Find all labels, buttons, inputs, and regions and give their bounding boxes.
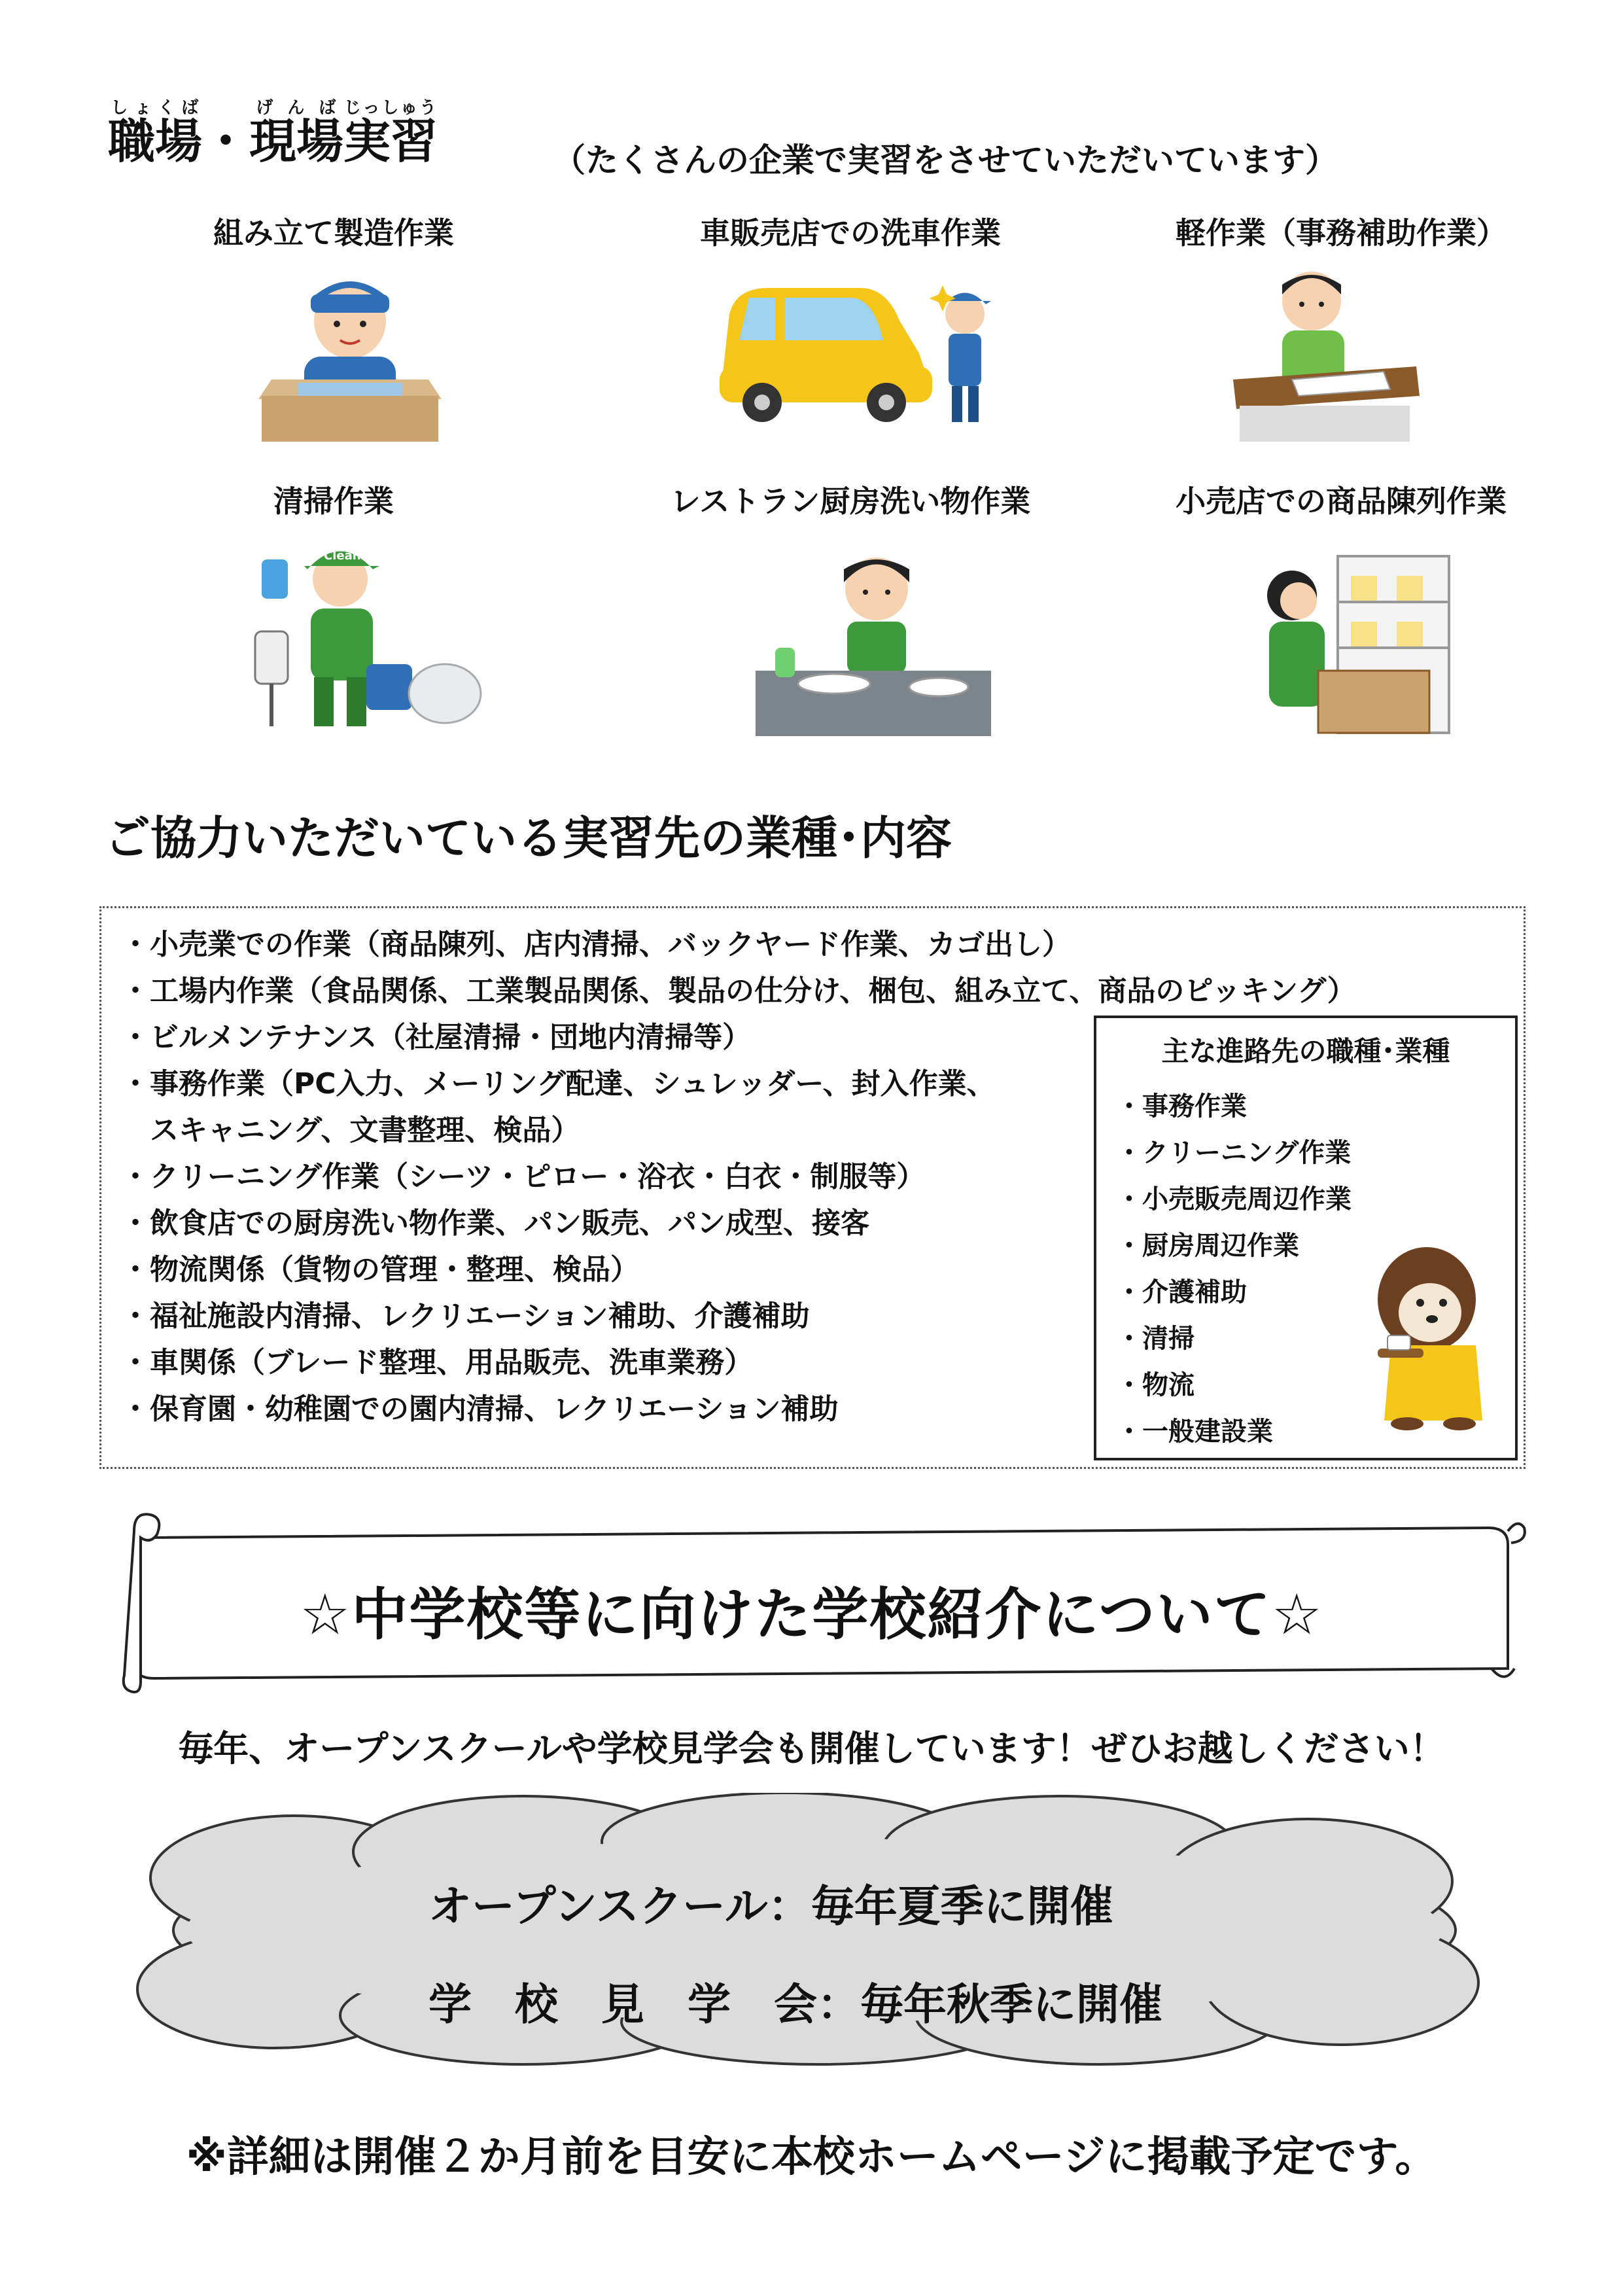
job-label-stocking: 小売店での商品陳列作業 xyxy=(1176,484,1507,519)
job-label-office: 軽作業（事務補助作業） xyxy=(1176,215,1507,251)
list-item: ・物流関係（貨物の管理・整理、検品） xyxy=(121,1253,639,1286)
assembly-worker-icon xyxy=(258,268,442,445)
page-title: 職場しょくば・現場げんば実習じっしゅう xyxy=(108,98,438,169)
school-visit-info: 学 校 見 学 会：毎年秋季に開催 xyxy=(428,1979,1162,2030)
open-school-info: オープンスクール：毎年夏季に開催 xyxy=(428,1881,1113,1932)
career-box xyxy=(1094,1016,1518,1460)
annual-message: 毎年、オープンスクールや学校見学会も開催しています！ぜひお越しください！ xyxy=(178,1728,1445,1769)
svg-text:Clean: Clean xyxy=(324,549,361,563)
list-item: ・車関係（ブレード整理、用品販売、洗車業務） xyxy=(121,1346,754,1379)
career-item: ・介護補助 xyxy=(1116,1277,1247,1307)
list-item: ・飲食店での厨房洗い物作業、パン販売、パン成型、接客 xyxy=(121,1207,869,1240)
career-item: ・物流 xyxy=(1116,1370,1195,1400)
list-item: ・福祉施設内清掃、レクリエーション補助、介護補助 xyxy=(121,1299,810,1333)
job-label-cleaning: 清掃作業 xyxy=(273,484,394,519)
career-title: 主な進路先の職種･業種 xyxy=(1161,1035,1450,1067)
career-item: ・小売販売周辺作業 xyxy=(1116,1184,1352,1214)
title-note: （たくさんの企業で実習をさせていただいています） xyxy=(553,141,1338,179)
list-item: スキャニング、文書整理、検品） xyxy=(121,1114,580,1147)
job-label-carwash: 車販売店での洗車作業 xyxy=(700,215,1001,251)
list-item: ・ビルメンテナンス（社屋清掃・団地内清掃等） xyxy=(121,1021,752,1054)
cleaning-worker-icon xyxy=(242,533,484,736)
dishwashing-icon xyxy=(756,543,991,739)
dog-mascot-icon xyxy=(1365,1237,1502,1434)
career-item: ・事務作業 xyxy=(1116,1091,1247,1122)
career-list xyxy=(1116,1084,1352,1455)
career-item: ・一般建設業 xyxy=(1116,1417,1273,1447)
car-wash-icon xyxy=(710,268,1004,425)
details-note: ※詳細は開催２か月前を目安に本校ホームページに掲載予定です。 xyxy=(186,2133,1437,2181)
office-work-icon xyxy=(1233,255,1423,445)
list-item: ・クリーニング作業（シーツ・ピロー・浴衣・白衣・制服等） xyxy=(121,1160,926,1193)
job-label-assembly: 組み立て製造作業 xyxy=(213,215,454,251)
list-item: ・保育園・幼稚園での園内清掃、レクリエーション補助 xyxy=(121,1392,839,1426)
list-item: ・事務作業（PC入力、メーリング配達、シュレッダー、封入作業、 xyxy=(121,1067,996,1101)
shelf-stocking-icon xyxy=(1246,550,1456,746)
career-item: ・クリーニング作業 xyxy=(1116,1138,1352,1168)
cooperation-heading: ご協力いただいている実習先の業種･内容 xyxy=(105,811,952,865)
list-item: ・小売業での作業（商品陳列、店内清掃、バックヤード作業、カゴ出し） xyxy=(121,928,1071,961)
career-item: ・清掃 xyxy=(1116,1324,1195,1354)
list-item: ・工場内作業（食品関係、工業製品関係、製品の仕分け、梱包、組み立て、商品のピッキング） xyxy=(121,974,1356,1008)
career-item: ・厨房周辺作業 xyxy=(1116,1231,1299,1261)
banner-title: ☆中学校等に向けた学校紹介について☆ xyxy=(300,1582,1323,1648)
job-label-dishwashing: レストラン厨房洗い物作業 xyxy=(670,484,1031,519)
